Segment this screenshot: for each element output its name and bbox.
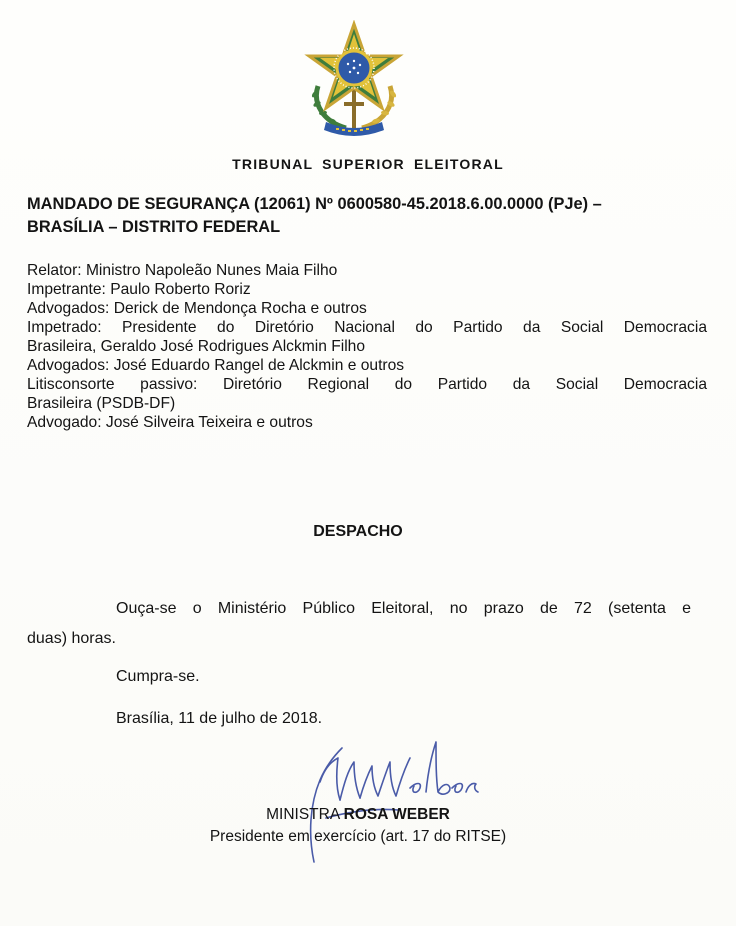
party-value: Ministro Napoleão Nunes Maia Filho xyxy=(81,262,338,279)
party-value: Paulo Roberto Roriz xyxy=(105,281,251,298)
party-value: José Silveira Teixeira e outros xyxy=(101,414,313,431)
despacho-paragraph xyxy=(27,594,691,654)
party-label: Relator: xyxy=(27,262,82,279)
signatory-role: Presidente em exercício (art. 17 do RITSE) xyxy=(209,828,507,845)
party-impetrante xyxy=(27,280,707,299)
closing-text: Cumpra-se. xyxy=(116,668,200,685)
brazil-coat-of-arms-icon xyxy=(302,20,406,138)
party-label: Impetrado: xyxy=(27,319,102,336)
party-label: Advogados xyxy=(27,357,106,374)
case-title-line-2: BRASÍLIA – DISTRITO FEDERAL xyxy=(27,218,281,236)
party-value: Diretório Regional do Partido da Social Democracia xyxy=(197,376,707,393)
signatory-prefix: MINISTRA xyxy=(266,806,344,823)
place-date: Brasília, 11 de julho de 2018. xyxy=(116,710,323,727)
party-impetrado xyxy=(27,318,707,337)
despacho-paragraph-line-2: duas) horas. xyxy=(27,630,116,647)
party-impetrado-continued: Brasileira, Geraldo José Rodrigues Alckmin Filho xyxy=(27,338,366,355)
signatory-name xyxy=(0,806,716,824)
party-label: Advogados: xyxy=(27,300,110,317)
party-relator xyxy=(27,261,707,280)
party-litisconsorte-continued: Brasileira (PSDB-DF) xyxy=(27,395,176,412)
party-label: Litisconsorte passivo: xyxy=(27,376,198,393)
case-title-line-1: MANDADO DE SEGURANÇA (12061) Nº 0600580-45.2018.6.00.0000 (PJe) – xyxy=(27,195,602,213)
court-name: TRIBUNAL SUPERIOR ELEITORAL xyxy=(232,156,504,172)
signatory-name-bold: ROSA WEBER xyxy=(343,806,450,823)
handwritten-signature-icon xyxy=(286,722,496,872)
party-value: Presidente do Diretório Nacional do Partido da Social Democracia xyxy=(101,319,707,336)
despacho-paragraph-line-1: Ouça-se o Ministério Público Eleitoral, no prazo de 72 (setenta e xyxy=(116,600,691,617)
case-title xyxy=(27,193,727,239)
party-advogado-litisconsorte xyxy=(27,413,707,432)
party-value: Derick de Mendonça Rocha e outros xyxy=(109,300,367,317)
parties-block xyxy=(27,261,707,432)
party-label: Advogado: xyxy=(27,414,102,431)
party-label: Impetrante: xyxy=(27,281,106,298)
party-advogados-impetrante xyxy=(27,299,707,318)
party-advogados-impetrado xyxy=(27,356,707,375)
party-litisconsorte xyxy=(27,375,707,394)
despacho-heading: DESPACHO xyxy=(313,523,403,540)
party-value: : José Eduardo Rangel de Alckmin e outros xyxy=(105,357,405,374)
